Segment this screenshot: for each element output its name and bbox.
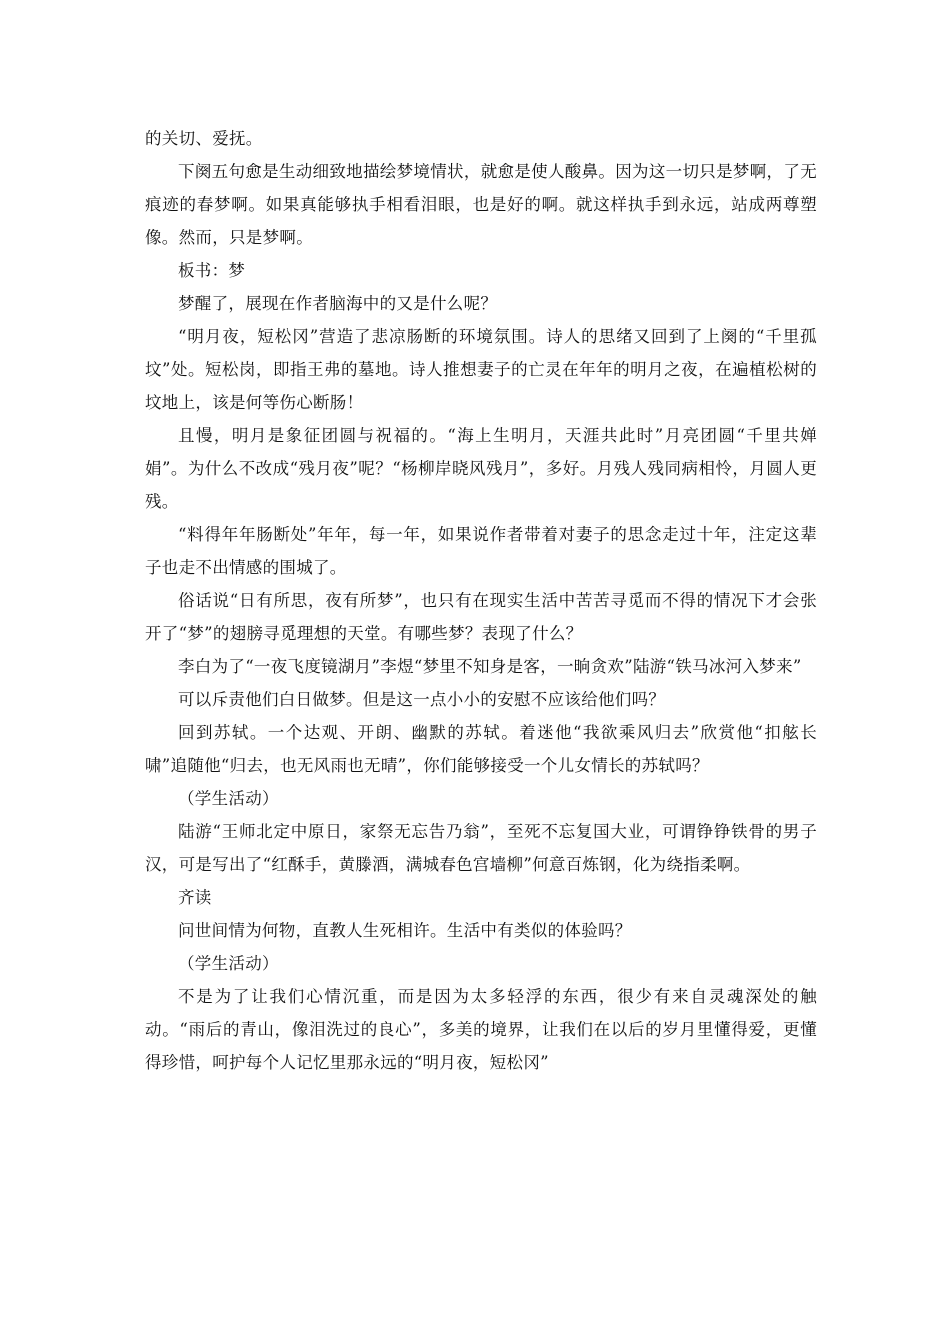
- paragraph: 不是为了让我们心情沉重，而是因为太多轻浮的东西，很少有来自灵魂深处的触动。“雨后的青山，像泪洗过的良心”，多美的境界，让我们在以后的岁月里懂得爱，更懂得珍惜，呵护每个人记忆里那永远的“明月夜，短松冈”: [145, 987, 817, 1072]
- paragraph: 李白为了“一夜飞度镜湖月”李煜“梦里不知身是客，一晌贪欢”陆游“铁马冰河入梦来”: [178, 657, 802, 676]
- paragraph: 且慢，明月是象征团圆与祝福的。“海上生明月，天涯共此时”月亮团圆“千里共婵娟”。为什么不改成“残月夜”呢？“杨柳岸晓风残月”，多好。月残人残同病相怜，月圆人更残。: [145, 426, 817, 511]
- paragraph: 板书：梦: [178, 261, 246, 280]
- paragraph: 问世间情为何物，直教人生死相许。生活中有类似的体验吗？: [178, 921, 632, 940]
- paragraph: 齐读: [178, 888, 212, 907]
- paragraph: 梦醒了，展现在作者脑海中的又是什么呢？: [178, 294, 498, 313]
- paragraph: 的关切、爱抚。: [145, 129, 263, 148]
- paragraph: “明月夜，短松冈”营造了悲凉肠断的环境氛围。诗人的思绪又回到了上阕的“千里孤坟”处。短松岗，即指王弗的墓地。诗人推想妻子的亡灵在年年的明月之夜，在遍植松树的坟地上，该是何等伤心断肠！: [145, 327, 817, 412]
- paragraph: 陆游“王师北定中原日，家祭无忘告乃翁”，至死不忘复国大业，可谓铮铮铁骨的男子汉，可是写出了“红酥手，黄滕酒，满城春色宫墙柳”何意百炼钢，化为绕指柔啊。: [145, 822, 817, 874]
- paragraph: 回到苏轼。一个达观、开朗、幽默的苏轼。着迷他“我欲乘风归去”欣赏他“扣舷长啸”追随他“归去，也无风雨也无晴”，你们能够接受一个儿女情长的苏轼吗？: [145, 723, 817, 775]
- paragraph: 可以斥责他们白日做梦。但是这一点小小的安慰不应该给他们吗？: [178, 690, 666, 709]
- paragraph: （学生活动）: [178, 789, 279, 808]
- paragraph: 下阕五句愈是生动细致地描绘梦境情状，就愈是使人酸鼻。因为这一切只是梦啊，了无痕迹的春梦啊。如果真能够执手相看泪眼，也是好的啊。就这样执手到永远，站成两尊塑像。然而，只是梦啊。: [145, 162, 817, 247]
- paragraph: 俗话说“日有所思，夜有所梦”，也只有在现实生活中苦苦寻觅而不得的情况下才会张开了“梦”的翅膀寻觅理想的天堂。有哪些梦？表现了什么？: [145, 591, 817, 643]
- paragraph: （学生活动）: [178, 954, 279, 973]
- paragraph: “料得年年肠断处”年年，每一年，如果说作者带着对妻子的思念走过十年，注定这辈子也走不出情感的围城了。: [145, 525, 817, 577]
- document-body: [145, 122, 817, 1079]
